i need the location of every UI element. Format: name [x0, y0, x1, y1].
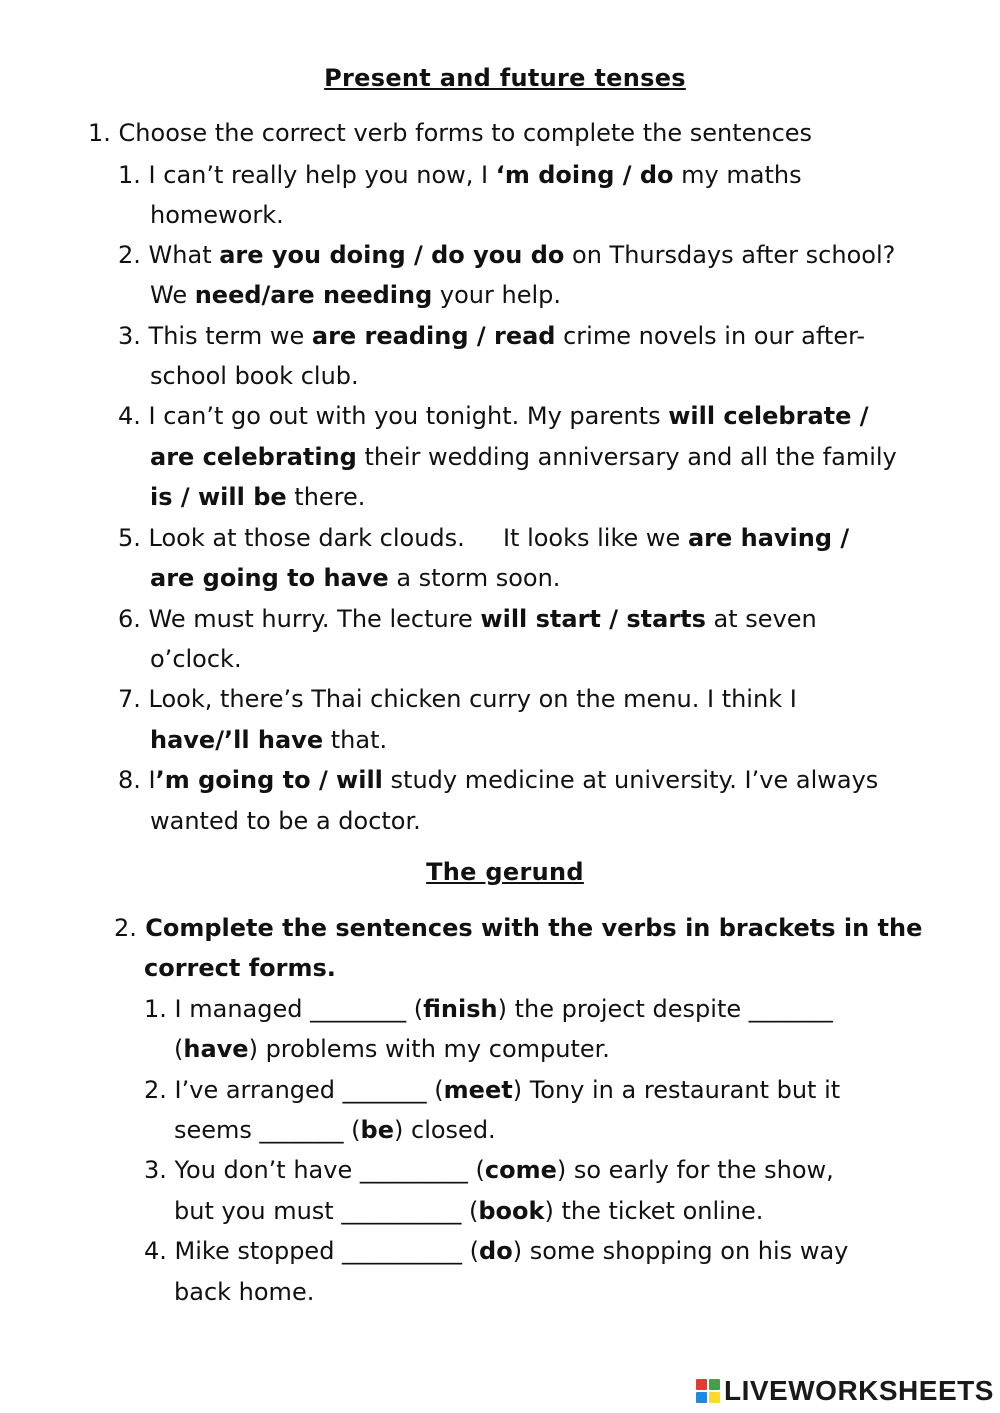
- sentence-text: I can’t go out with you tonight. My parents: [148, 402, 669, 430]
- s1-item-number: 3.: [118, 322, 141, 350]
- section2-instruction-line-2: [144, 953, 336, 983]
- sentence-text: ) Tony in a restaurant but it: [512, 1076, 841, 1104]
- bracket-verb: do: [479, 1237, 513, 1265]
- section2-instruction-text: Complete the sentences with the verbs in brackets in the: [145, 914, 923, 942]
- s1-item-number: 7.: [118, 685, 141, 713]
- verb-choice[interactable]: is / will be: [150, 483, 287, 511]
- bracket-verb: finish: [423, 995, 498, 1023]
- logo-square: [696, 1379, 707, 1390]
- s1-item-7-line-1: [118, 684, 797, 714]
- sentence-text: ) some shopping on his way: [512, 1237, 849, 1265]
- liveworksheets-logo-icon: [696, 1379, 720, 1403]
- sentence-text: wanted to be a doctor.: [150, 807, 421, 835]
- verb-choice[interactable]: will celebrate /: [668, 402, 869, 430]
- section2-instruction-number: 2.: [114, 914, 137, 942]
- section2-instruction-text: correct forms.: [144, 954, 336, 982]
- sentence-text: on Thursdays after school?: [564, 241, 896, 269]
- s1-item-number: 2.: [118, 241, 141, 269]
- sentence-text: their wedding anniversary and all the family: [356, 443, 897, 471]
- s2-item-2-line-1: [144, 1075, 840, 1105]
- s2-item-4-line-2: [174, 1277, 314, 1307]
- s1-item-4-line-2: [150, 442, 897, 472]
- sentence-text: homework.: [150, 201, 284, 229]
- sentence-text: We: [150, 281, 195, 309]
- sentence-text: back home.: [174, 1278, 315, 1306]
- verb-choice[interactable]: are going to have: [150, 564, 389, 592]
- sentence-text: ) problems with my computer.: [248, 1035, 610, 1063]
- s1-item-8-line-1: [118, 765, 878, 795]
- s1-item-number: 8.: [118, 766, 141, 794]
- bracket-verb: have: [183, 1035, 249, 1063]
- sentence-text: This term we: [148, 322, 312, 350]
- s1-item-1-line-2: [150, 200, 284, 230]
- sentence-text: that.: [323, 726, 388, 754]
- sentence-text: ) so early for the show,: [556, 1156, 834, 1184]
- sentence-text: I managed ________ (: [174, 995, 424, 1023]
- bracket-verb: book: [478, 1197, 545, 1225]
- s1-item-number: 5.: [118, 524, 141, 552]
- logo-square: [696, 1392, 707, 1403]
- verb-choice[interactable]: have/’ll have: [150, 726, 324, 754]
- bracket-verb: meet: [443, 1076, 513, 1104]
- sentence-text: I’ve arranged _______ (: [174, 1076, 444, 1104]
- verb-choice[interactable]: are celebrating: [150, 443, 357, 471]
- sentence-text: ) closed.: [394, 1116, 496, 1144]
- liveworksheets-brand-text: LIVEWORKSHEETS: [724, 1375, 994, 1406]
- sentence-text: but you must __________ (: [174, 1197, 479, 1225]
- s2-item-1-line-2: [174, 1034, 610, 1064]
- section1-instruction: [88, 118, 812, 148]
- s2-item-4-line-1: [144, 1236, 848, 1266]
- s1-item-7-line-2: [150, 725, 387, 755]
- sentence-text: a storm soon.: [388, 564, 561, 592]
- logo-square: [709, 1379, 720, 1390]
- verb-choice[interactable]: will start / starts: [480, 605, 706, 633]
- verb-choice[interactable]: are reading / read: [311, 322, 556, 350]
- sentence-text: I can’t really help you now, I: [148, 161, 496, 189]
- sentence-text: Look at those dark clouds. It looks like we: [148, 524, 688, 552]
- sentence-text: my maths: [673, 161, 802, 189]
- s2-item-3-line-1: [144, 1155, 834, 1185]
- sentence-text: at seven: [705, 605, 817, 633]
- verb-choice[interactable]: ’m going to / will: [155, 766, 383, 794]
- s1-item-number: 1.: [118, 161, 141, 189]
- verb-choice[interactable]: are you doing / do you do: [219, 241, 565, 269]
- s2-item-number: 4.: [144, 1237, 167, 1265]
- s2-item-1-line-1: [144, 994, 833, 1024]
- s1-item-4-line-3: [150, 482, 365, 512]
- sentence-text: seems _______ (: [174, 1116, 361, 1144]
- s1-item-number: 6.: [118, 605, 141, 633]
- section2-title: The gerund: [426, 858, 584, 886]
- s1-item-4-line-1: [118, 401, 869, 431]
- verb-choice[interactable]: need/are needing: [194, 281, 433, 309]
- s1-item-2-line-1: [118, 240, 895, 270]
- sentence-text: You don’t have _________ (: [174, 1156, 485, 1184]
- s1-item-3-line-2: [150, 361, 359, 391]
- s1-item-8-line-2: [150, 806, 421, 836]
- sentence-text: What: [148, 241, 220, 269]
- s2-item-number: 3.: [144, 1156, 167, 1184]
- verb-choice[interactable]: ‘m doing / do: [495, 161, 674, 189]
- logo-square: [709, 1392, 720, 1403]
- sentence-text: school book club.: [150, 362, 359, 390]
- s2-item-number: 2.: [144, 1076, 167, 1104]
- sentence-text: (: [174, 1035, 184, 1063]
- sentence-text: your help.: [432, 281, 562, 309]
- liveworksheets-logo: [696, 1374, 994, 1408]
- sentence-text: there.: [286, 483, 366, 511]
- sentence-text: ) the ticket online.: [544, 1197, 764, 1225]
- s1-item-3-line-1: [118, 321, 865, 351]
- sentence-text: We must hurry. The lecture: [148, 605, 481, 633]
- sentence-text: Look, there’s Thai chicken curry on the menu. I think I: [148, 685, 797, 713]
- verb-choice[interactable]: are having /: [687, 524, 850, 552]
- section1-instruction-text: Choose the correct verb forms to complete the sentences: [118, 119, 813, 147]
- sentence-text: crime novels in our after-: [555, 322, 866, 350]
- bracket-verb: be: [360, 1116, 395, 1144]
- sentence-text: o’clock.: [150, 645, 242, 673]
- s1-item-number: 4.: [118, 402, 141, 430]
- s1-item-5-line-1: [118, 523, 849, 553]
- sentence-text: I: [148, 766, 156, 794]
- section2-instruction-line-1: [114, 913, 922, 943]
- s1-item-1-line-1: [118, 160, 802, 190]
- sentence-text: Mike stopped __________ (: [174, 1237, 480, 1265]
- sentence-text: ) the project despite _______: [497, 995, 833, 1023]
- section1-title: Present and future tenses: [324, 64, 686, 92]
- s1-item-2-line-2: [150, 280, 561, 310]
- s2-item-3-line-2: [174, 1196, 763, 1226]
- section1-instruction-number: 1.: [88, 119, 111, 147]
- s1-item-6-line-2: [150, 644, 242, 674]
- sentence-text: study medicine at university. I’ve always: [382, 766, 879, 794]
- s2-item-number: 1.: [144, 995, 167, 1023]
- s1-item-6-line-1: [118, 604, 817, 634]
- bracket-verb: come: [484, 1156, 557, 1184]
- s1-item-5-line-2: [150, 563, 560, 593]
- s2-item-2-line-2: [174, 1115, 496, 1145]
